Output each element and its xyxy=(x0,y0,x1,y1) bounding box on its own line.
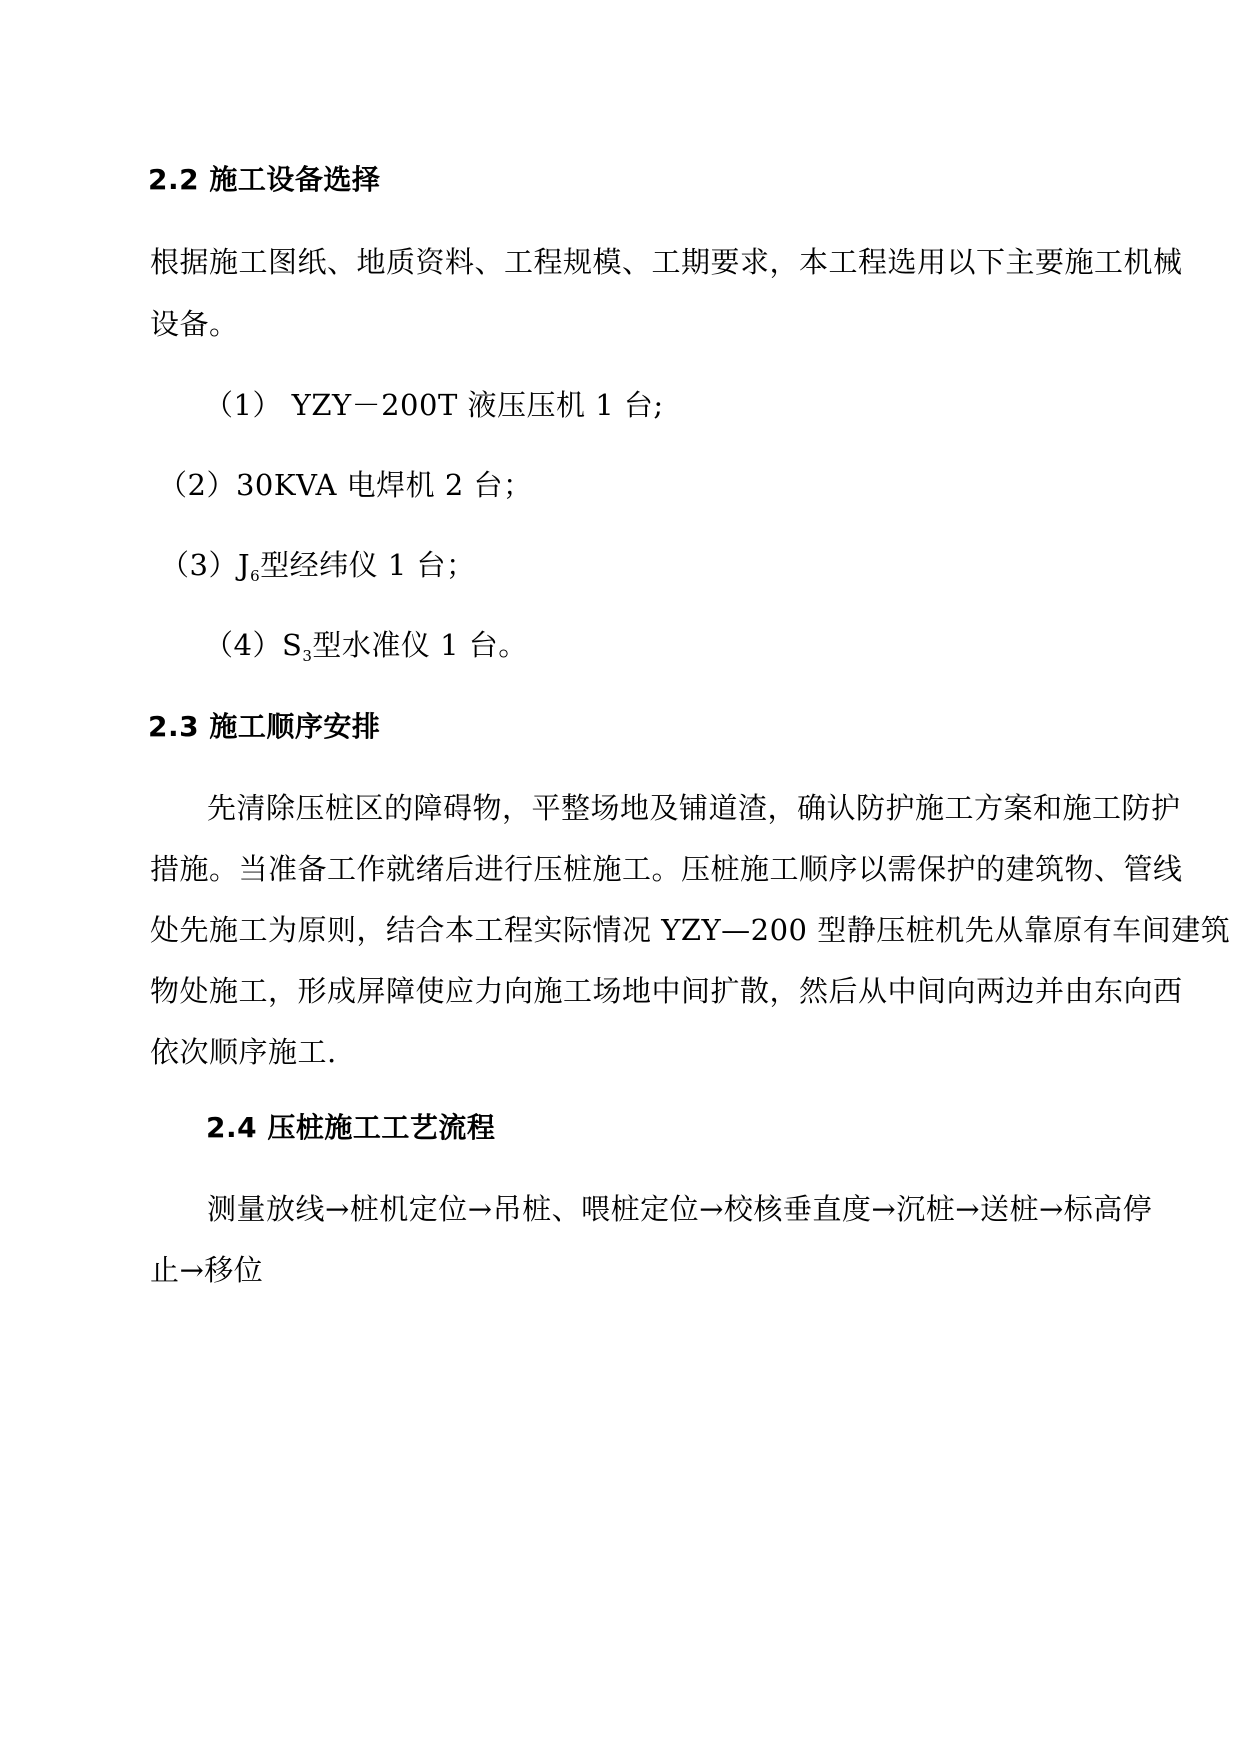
equipment-item-4-prefix: （4）S xyxy=(204,628,303,662)
equipment-item-3 xyxy=(160,548,476,585)
section-2-4-title: 2.4 压桩施工工艺流程 xyxy=(206,1111,496,1144)
section-2-2-intro-line-2: 设备。 xyxy=(150,307,239,341)
section-2-3-line-1: 先清除压桩区的障碍物，平整场地及铺道渣，确认防护施工方案和施工防护 xyxy=(207,791,1181,825)
equipment-item-3-subscript: 6 xyxy=(250,567,261,585)
section-2-3-line-5: 依次顺序施工. xyxy=(150,1035,337,1069)
section-2-3-line-3: 处先施工为原则，结合本工程实际情况 YZY—200 型静压桩机先从靠原有车间建筑 xyxy=(150,913,1231,947)
equipment-item-4-suffix: 型水准仪 1 台。 xyxy=(312,628,528,662)
section-2-4-line-1: 测量放线→桩机定位→吊桩、喂桩定位→校核垂直度→沉桩→送桩→标高停 xyxy=(207,1192,1153,1226)
section-2-3-line-2: 措施。当准备工作就绪后进行压桩施工。压桩施工顺序以需保护的建筑物、管线 xyxy=(150,852,1183,886)
equipment-item-4 xyxy=(204,628,528,665)
section-2-2-title: 2.2 施工设备选择 xyxy=(148,163,381,196)
section-2-2-intro-line-1: 根据施工图纸、地质资料、工程规模、工期要求，本工程选用以下主要施工机械 xyxy=(150,245,1183,279)
equipment-item-1: （1） YZY－200T 液压压机 1 台; xyxy=(204,388,664,422)
equipment-item-3-suffix: 型经纬仪 1 台； xyxy=(260,548,476,582)
section-2-3-line-4: 物处施工，形成屏障使应力向施工场地中间扩散，然后从中间向两边并由东向西 xyxy=(150,974,1183,1008)
equipment-item-2: （2）30KVA 电焊机 2 台； xyxy=(158,468,533,502)
section-2-4-line-2: 止→移位 xyxy=(150,1253,264,1287)
equipment-item-3-prefix: （3）J xyxy=(160,548,251,582)
section-2-3-title: 2.3 施工顺序安排 xyxy=(148,710,381,743)
equipment-item-4-subscript: 3 xyxy=(302,647,313,665)
